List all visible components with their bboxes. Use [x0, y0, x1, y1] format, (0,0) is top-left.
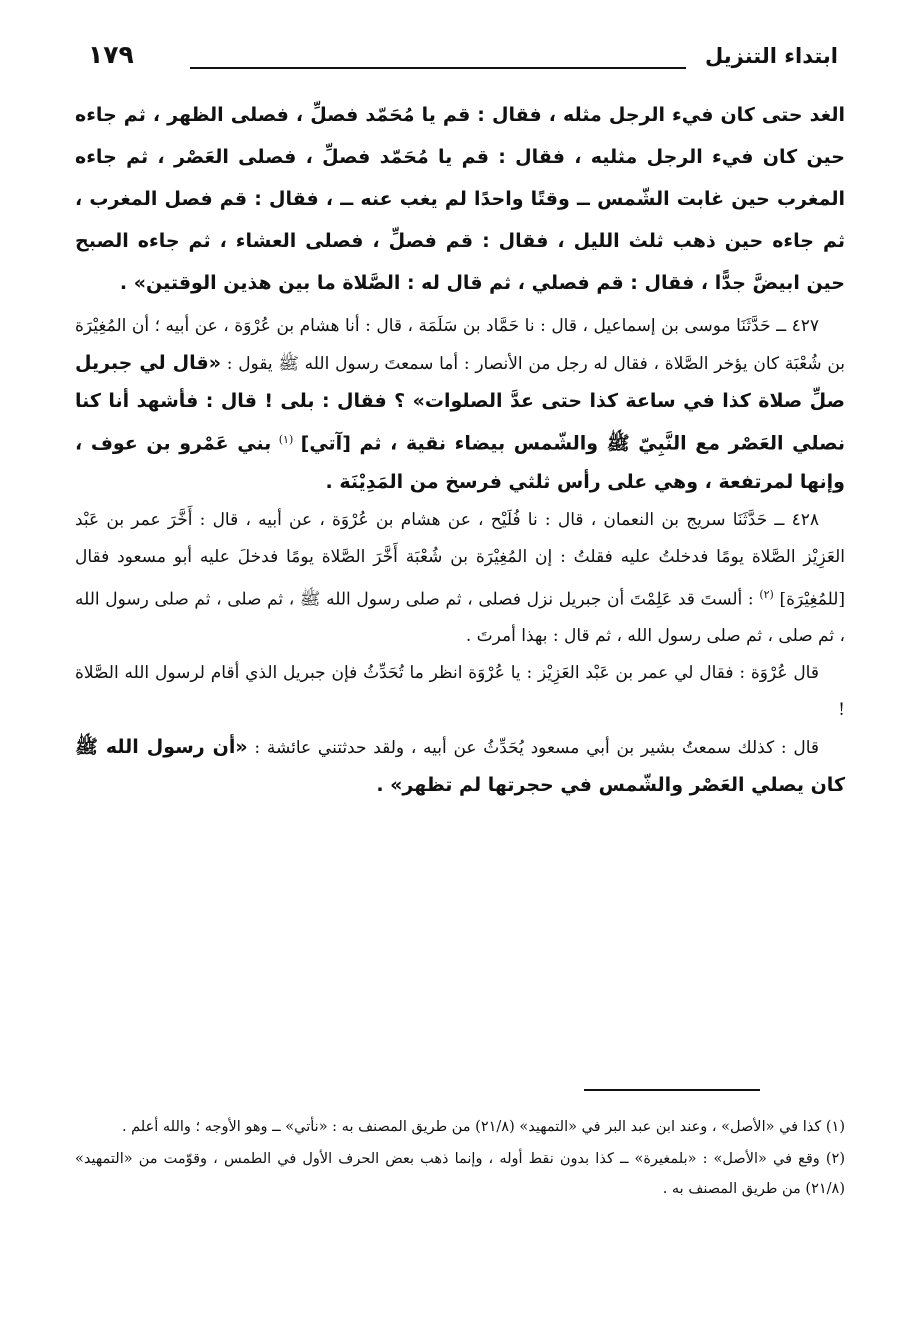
- footnote-1: (١) كذا في «الأصل» ، وعند ابن عبد البر في «التمهيد» (٢١/٨) من طريق المصنف به : «نأتي» ــ وهو الأوجه ؛ والله أعلم .: [121, 1119, 845, 1135]
- header-rule: [190, 67, 686, 69]
- paragraph-final-intro: قال : كذلك سمعتُ بشير بن أبي مسعود يُحَدِّثُ عن أبيه ، ولقد حدثتني عائشة :: [254, 738, 819, 759]
- hadith-428-text-1: ٤٢٨ ــ حَدَّثَنَا سريج بن النعمان ، قال : نا فُلَيْح ، عن هشام بن عُرْوَة ، عن أبيه ، قال : أَخَّرَ عمر بن عَبْد العَزِيْز الصَّلاة يومًا فدخلتُ عليه فقلتُ : إن المُغِيْرَة بن شُعْبَة أَخَّرَ الصَّلاة يومًا فدخلَ عليه أبو مسعود فقال [للمُغِيْرَة]: [75, 509, 846, 610]
- page-number: ١٧٩: [88, 40, 134, 69]
- hadith-428-text-2: : ألستَ قد عَلِمْتَ أن جبريل نزل فصلى ، ثم صلى رسول الله ﷺ ، ثم صلى ، ثم صلى رسول الله ، ثم صلى ، ثم صلى رسول الله ، ثم قال : بهذا أمرتَ .: [75, 589, 845, 647]
- running-title: ابتداء التنزيل: [705, 44, 838, 68]
- hadith-427-isnad: ٤٢٧ ــ حَدَّثَنَا موسى بن إسماعيل ، قال : نا حَمَّاد بن سَلَمَة ، قال : أنا هشام بن عُرْوَة ، عن أبيه ؛ أن المُغِيْرَة بن شُعْبَة كان يؤخر الصَّلاة ، فقال له رجل من الأنصار : أما سمعتَ رسول الله ﷺ يقول :: [75, 316, 845, 374]
- main-text: [75, 94, 845, 805]
- hadith-427: [75, 308, 845, 502]
- paragraph-urwa: قال عُرْوَة : فقال لي عمر بن عَبْد العَزِيْز : يا عُرْوَة انظر ما تُحَدِّثُ فإن جبريل الذي أقام لرسول الله الصَّلاة !: [75, 663, 845, 721]
- hadith-427-matn: «قال لي جبريل صلِّ صلاة كذا في ساعة كذا حتى عدَّ الصلوات» ؟ فقال : بلى ! قال : فأشهد أنا كنا نصلي العَصْر مع النَّبِيّ ﷺ والشّمس بيضاء نقية ، ثم [آتي]: [75, 352, 845, 455]
- footnote-2: (٢) وقع في «الأصل» : «بلمغيرة» ــ كذا بدون نقط أوله ، وإنما ذهب بعض الحرف الأول في الطمس ، وقوّمت من «التمهيد» (٢١/٨) من طريق المصنف به .: [75, 1151, 845, 1197]
- footnote-separator: [584, 1089, 760, 1091]
- footnote-ref-1: (١): [278, 433, 294, 446]
- paragraph-final: [75, 729, 845, 805]
- paragraph-final-matn: «أن رسول الله ﷺ كان يصلي العَصْر والشّمس في حجرتها لم تظهر» .: [75, 736, 845, 797]
- paragraph-continuation: الغد حتى كان فيء الرجل مثله ، فقال : قم يا مُحَمّد فصلِّ ، فصلى الظهر ، ثم جاءه حين كان فيء الرجل مثليه ، فقال : قم يا مُحَمّد فصلِّ ، فصلى العَصْر ، ثم جاءه المغرب حين غابت الشّمس ــ وقتًا واحدًا لم يغب عنه ــ ، فقال : قم فصل المغرب ، ثم جاءه حين ذهب ثلث الليل ، فقال : قم فصلِّ ، فصلى العشاء ، ثم جاءه الصبح حين ابيضَّ جدًّا ، فقال : قم فصلي ، ثم قال له : الصَّلاة ما بين هذين الوقتين» .: [75, 104, 845, 294]
- hadith-427-matn-end: بني عَمْرو بن عوف ، وإنها لمرتفعة ، وهي على رأس ثلثي فرسخ من المَدِيْنَة .: [75, 432, 845, 493]
- hadith-428: [75, 502, 845, 656]
- footnote-ref-2: (٢): [759, 587, 774, 601]
- page-header: [78, 34, 838, 84]
- footnotes: [75, 1112, 845, 1206]
